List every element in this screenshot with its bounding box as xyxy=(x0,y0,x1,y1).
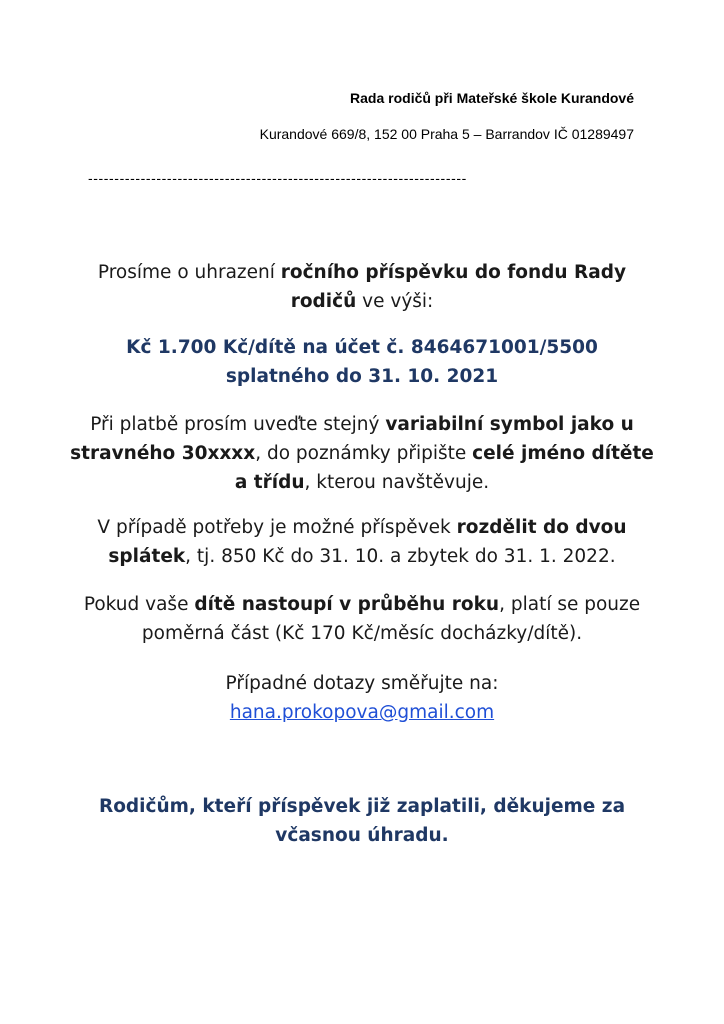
email-link[interactable]: hana.prokopova@gmail.com xyxy=(229,702,495,723)
emphasis: dítě nastoupí v průběhu roku xyxy=(194,594,500,615)
text: , do poznámky připište xyxy=(255,443,473,464)
due-date-line: splatného do 31. 10. 2021 xyxy=(225,366,499,387)
paragraph-payment-amount xyxy=(62,333,662,391)
emphasis: variabilní symbol jako u stravného 30xxxx xyxy=(70,414,634,464)
emphasis: ročního příspěvku do fondu Rady rodičů xyxy=(280,262,627,312)
text: Pokud vaše xyxy=(83,594,195,615)
organization-address: Kurandové 669/8, 152 00 Praha 5 – Barrandov IČ 01289497 xyxy=(259,126,634,142)
paragraph-thanks xyxy=(62,792,662,850)
text: Při platbě prosím uveďte stejný xyxy=(90,414,386,435)
text: Prosíme o uhrazení xyxy=(97,262,281,283)
paragraph-installments xyxy=(62,513,662,571)
paragraph-contact xyxy=(62,669,662,727)
amount-account-line: Kč 1.700 Kč/dítě na účet č. 8464671001/5500 xyxy=(126,337,598,358)
organization-name: Rada rodičů při Mateřské škole Kurandové xyxy=(350,90,634,106)
thanks-line-2: včasnou úhradu. xyxy=(275,825,449,846)
separator-line: ------------------------------------------------------------------------ xyxy=(88,170,467,186)
paragraph-payment-instructions xyxy=(62,410,662,497)
emphasis: rozdělit do dvou splátek xyxy=(108,517,627,567)
text: V případě potřeby je možné příspěvek xyxy=(97,517,457,538)
text: , platí se pouze poměrná část (Kč 170 Kč/měsíc docházky/dítě). xyxy=(141,594,641,644)
text: ve výši: xyxy=(356,291,434,312)
text: , tj. 850 Kč do 31. 10. a zbytek do 31. 1. 2022. xyxy=(185,546,616,567)
thanks-line-1: Rodičům, kteří příspěvek již zaplatili, děkujeme za xyxy=(98,796,626,817)
emphasis: celé jméno dítěte a třídu xyxy=(234,443,654,493)
paragraph-contribution-request xyxy=(62,258,662,316)
contact-text: Případné dotazy směřujte na: xyxy=(225,673,499,694)
text: , kterou navštěvuje. xyxy=(304,472,490,493)
paragraph-proportional-fee xyxy=(62,590,662,648)
